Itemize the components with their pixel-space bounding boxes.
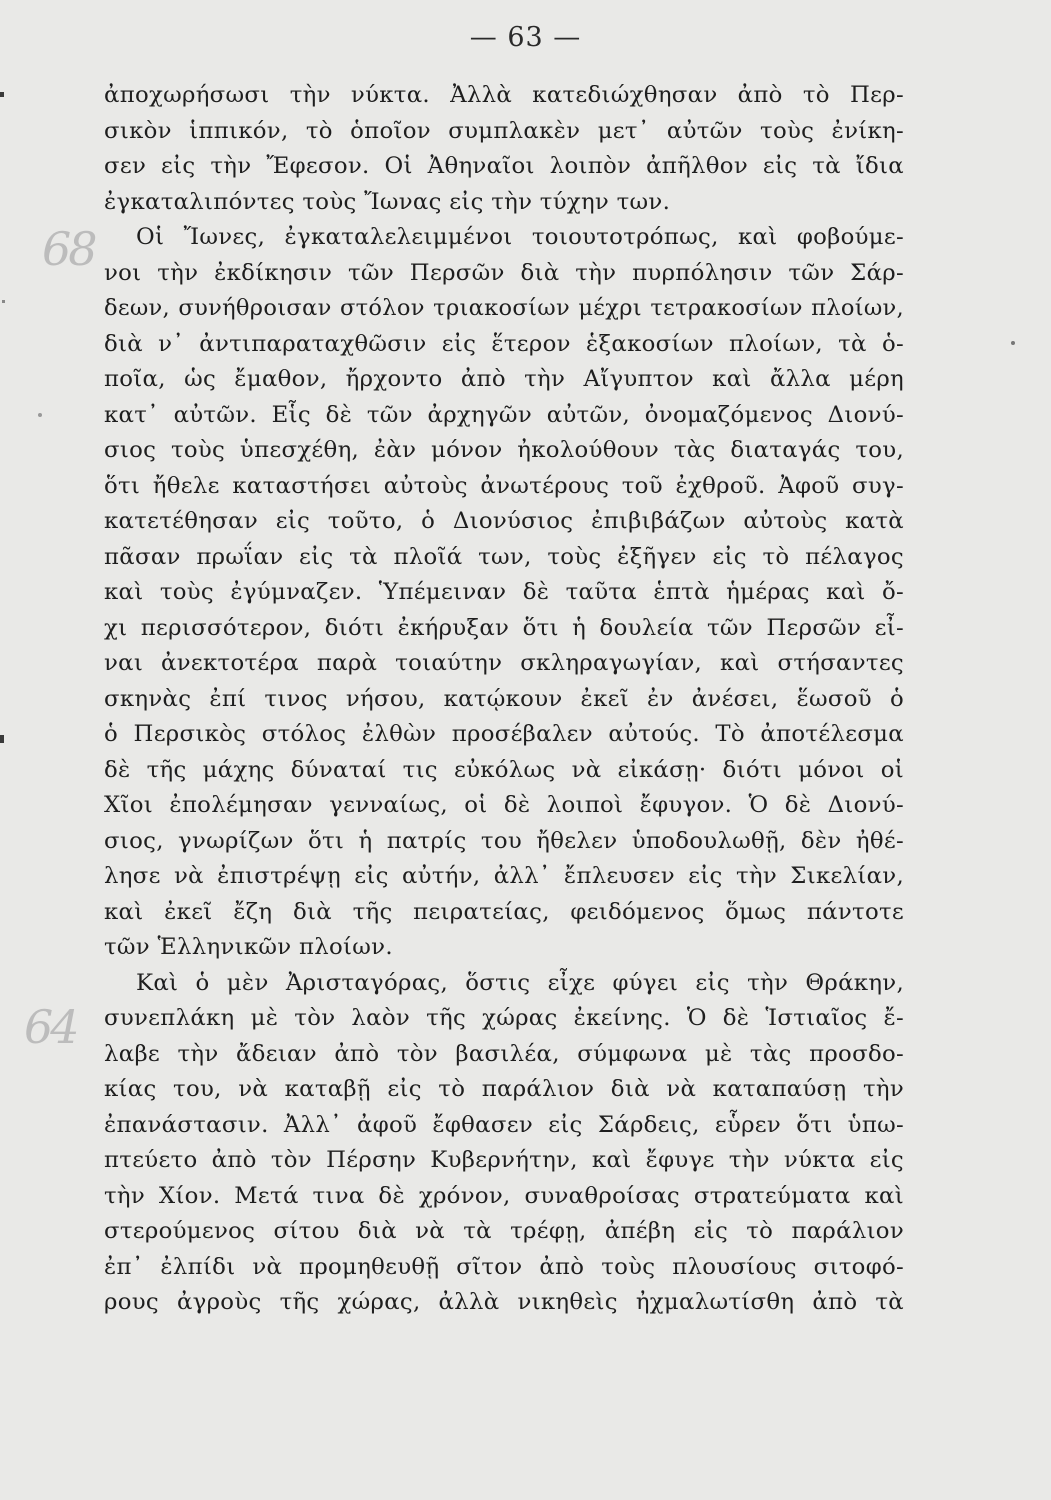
text-line: νοι τὴν ἐκδίκησιν τῶν Περσῶν διὰ τὴν πυρπόλησιν τῶν Σάρ- <box>104 259 904 286</box>
text-line: ρους ἀγροὺς τῆς χώρας, ἀλλὰ νικηθεὶς ἠχμαλωτίσθη ἀπὸ τὰ <box>104 1289 904 1315</box>
text-line: ναι ἀνεκτοτέρα παρὰ τοιαύτην σκληραγωγίαν, καὶ στήσαντες <box>104 650 904 676</box>
text-line: ἐπ᾿ ἐλπίδι νὰ προμηθευθῇ σῖτον ἀπὸ τοὺς πλουσίους σιτοφό- <box>104 1253 904 1280</box>
text-line: συνεπλάκη μὲ τὸν λαὸν τῆς χώρας ἐκείνης. Ὁ δὲ Ἱστιαῖος ἔ- <box>104 1005 904 1031</box>
text-line: διὰ ν᾿ ἀντιπαραταχθῶσιν εἰς ἕτερον ἑξακοσίων πλοίων, τὰ ὁ- <box>104 330 904 357</box>
paper-speck <box>38 413 42 417</box>
text-line: ὅτι ἤθελε καταστήσει αὐτοὺς ἀνωτέρους τοῦ ἐχθροῦ. Ἀφοῦ συγ- <box>104 472 904 499</box>
text-line: Καὶ ὁ μὲν Ἀρισταγόρας, ὅστις εἶχε φύγει εἰς τὴν Θράκην, <box>136 969 904 996</box>
text-line: Χῖοι ἐπολέμησαν γενναίως, οἱ δὲ λοιποὶ ἔφυγον. Ὁ δὲ Διονύ- <box>104 792 904 818</box>
text-line: καὶ ἐκεῖ ἔζη διὰ τῆς πειρατείας, φειδόμενος ὅμως πάντοτε <box>104 898 904 925</box>
text-line: ἀποχωρήσωσι τὴν νύκτα. Ἀλλὰ κατεδιώχθησαν ἀπὸ τὸ Περ- <box>104 82 904 108</box>
text-line: κίας του, νὰ καταβῇ εἰς τὸ παράλιον διὰ νὰ καταπαύσῃ τὴν <box>104 1076 904 1102</box>
text-line: σικὸν ἱππικόν, τὸ ὁποῖον συμπλακὲν μετ᾿ αὐτῶν τοὺς ἐνίκη- <box>104 117 904 144</box>
text-line: καὶ τοὺς ἐγύμναζεν. Ὑπέμειναν δὲ ταῦτα ἑπτὰ ἡμέρας καὶ ὄ- <box>104 579 904 605</box>
text-line: ἐγκαταλιπόντες τοὺς Ἴωνας εἰς τὴν τύχην των. <box>104 188 671 215</box>
text-line: χι περισσότερον, διότι ἐκήρυξαν ὅτι ἡ δουλεία τῶν Περσῶν εἶ- <box>104 614 904 641</box>
text-line: δεων, συνήθροισαν στόλον τριακοσίων μέχρι τετρακοσίων πλοίων, <box>104 295 904 321</box>
paragraph <box>104 220 904 966</box>
text-line: κατετέθησαν εἰς τοῦτο, ὁ Διονύσιος ἐπιβιβάζων αὐτοὺς κατὰ <box>104 508 904 534</box>
body-text <box>104 78 904 1321</box>
text-line: τῶν Ἑλληνικῶν πλοίων. <box>104 934 393 960</box>
text-line: στερούμενος σίτου διὰ νὰ τὰ τρέφῃ, ἀπέβη εἰς τὸ παράλιον <box>104 1218 904 1244</box>
text-line: σεν εἰς τὴν Ἔφεσον. Οἱ Ἀθηναῖοι λοιπὸν ἀπῆλθον εἰς τὰ ἴδια <box>104 153 904 179</box>
text-line: λησε νὰ ἐπιστρέψῃ εἰς αὐτήν, ἀλλ᾿ ἔπλευσεν εἰς τὴν Σικελίαν, <box>104 863 904 889</box>
text-line: Οἱ Ἴωνες, ἐγκαταλελειμμένοι τοιουτοτρόπως, καὶ φοβούμε- <box>136 224 904 250</box>
binding-edge-mark <box>0 92 4 97</box>
margin-note-handwritten: 68 <box>42 222 95 276</box>
text-line: ὁ Περσικὸς στόλος ἐλθὼν προσέβαλεν αὐτούς. Τὸ ἀποτέλεσμα <box>104 721 904 747</box>
paragraph <box>104 78 904 220</box>
binding-edge-mark <box>0 735 4 743</box>
binding-edge-mark <box>2 300 5 303</box>
paper-speck <box>1011 341 1015 345</box>
text-line: δὲ τῆς μάχης δύναταί τις εὐκόλως νὰ εἰκάσῃ· διότι μόνοι οἱ <box>104 756 904 783</box>
text-line: πᾶσαν πρωΐαν εἰς τὰ πλοῖά των, τοὺς ἐξῆγεν εἰς τὸ πέλαγος <box>104 543 904 570</box>
page-number: — 63 — <box>469 22 582 53</box>
text-line: πτεύετο ἀπὸ τὸν Πέρσην Κυβερνήτην, καὶ ἔφυγε τὴν νύκτα εἰς <box>104 1147 904 1173</box>
text-line: τὴν Χίον. Μετά τινα δὲ χρόνον, συναθροίσας στρατεύματα καὶ <box>104 1182 904 1209</box>
text-line: ποῖα, ὡς ἔμαθον, ἤρχοντο ἀπὸ τὴν Αἴγυπτον καὶ ἄλλα μέρη <box>104 366 904 392</box>
text-line: σιος, γνωρίζων ὅτι ἡ πατρίς του ἤθελεν ὑποδουλωθῇ, δὲν ἠθέ- <box>104 827 904 854</box>
text-line: σκηνὰς ἐπί τινος νήσου, κατῴκουν ἐκεῖ ἐν ἀνέσει, ἕωσοῦ ὁ <box>104 685 904 712</box>
paragraph <box>104 966 904 1321</box>
text-line: σιος τοὺς ὑπεσχέθη, ἐὰν μόνον ἠκολούθουν τὰς διαταγάς του, <box>104 437 904 463</box>
text-line: ἐπανάστασιν. Ἀλλ᾿ ἀφοῦ ἔφθασεν εἰς Σάρδεις, εὗρεν ὅτι ὑπω- <box>104 1111 904 1138</box>
text-line: λαβε τὴν ἄδειαν ἀπὸ τὸν βασιλέα, σύμφωνα μὲ τὰς προσδο- <box>104 1040 904 1067</box>
margin-note-handwritten: 64 <box>24 1000 77 1054</box>
text-line: κατ᾿ αὐτῶν. Εἷς δὲ τῶν ἀρχηγῶν αὐτῶν, ὀνομαζόμενος Διονύ- <box>104 401 904 428</box>
